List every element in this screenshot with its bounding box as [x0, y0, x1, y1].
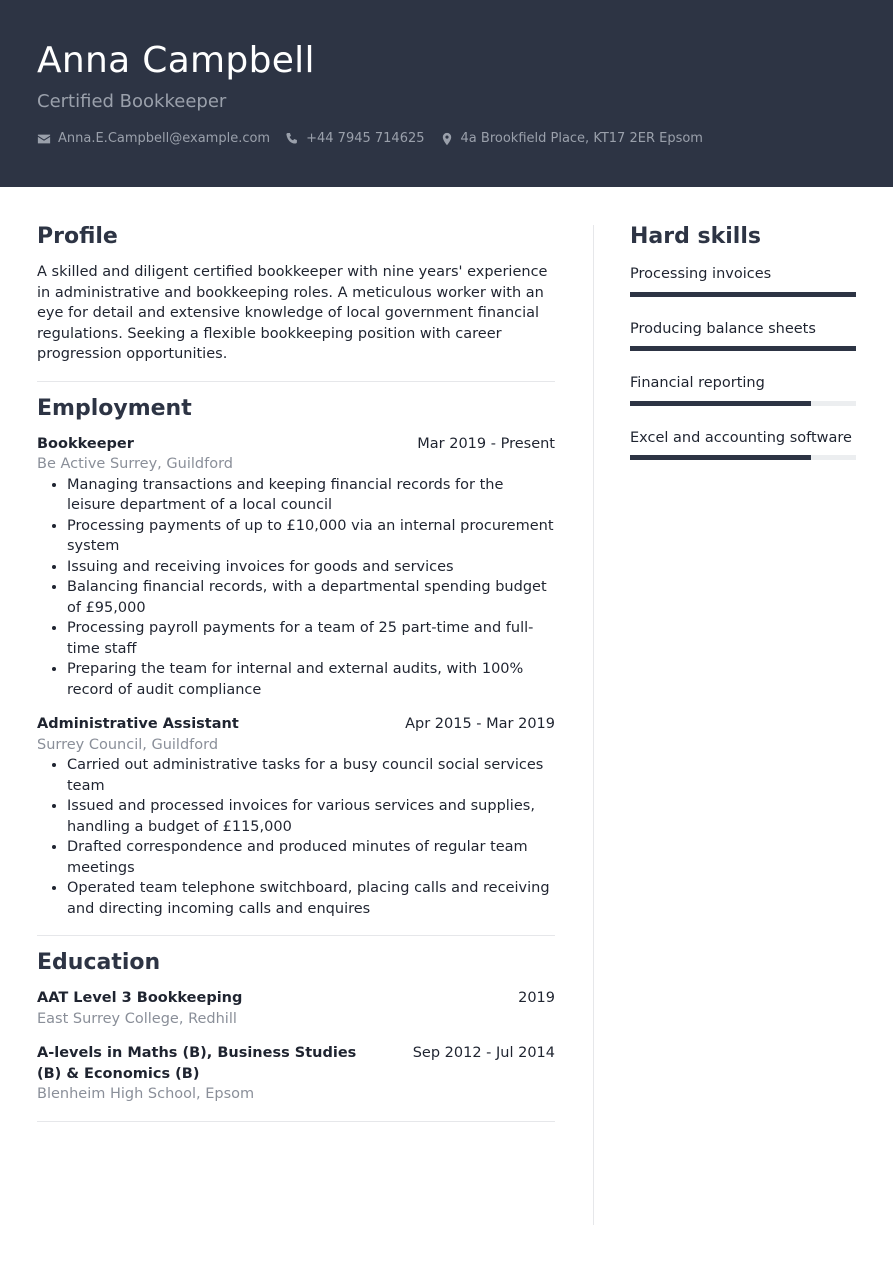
envelope-icon: [37, 132, 51, 146]
profile-heading: Profile: [37, 224, 118, 249]
skill-name: Producing balance sheets: [630, 320, 816, 337]
profile-text: A skilled and diligent certified bookkeeper with nine years' experience in administrative and bookkeeping roles. A meticulous worker with an eye for detail and extensive knowledge of local government financial regulations. Seeking a flexible bookkeeping position with career progression opportunities.: [37, 264, 548, 362]
sidebar-column: [630, 222, 856, 460]
contact-email[interactable]: [37, 131, 270, 146]
job-bullet: • Preparing the team for internal and external audits, with 100% record of audit compliance: [67, 659, 555, 700]
skill-name: Processing invoices: [630, 266, 772, 282]
column-divider: [593, 225, 594, 1225]
section-divider: [37, 1121, 555, 1122]
education-degree: A-levels in Maths (B), Business Studies (B) & Economics (B): [37, 1045, 357, 1082]
skill-bar-fill: [630, 346, 856, 351]
skill-item: [630, 264, 856, 297]
candidate-title: Certified Bookkeeper: [37, 91, 227, 112]
job-bullet: • Managing transactions and keeping financial records for the leisure department of a local council: [67, 475, 555, 516]
skill-bar: [630, 455, 856, 460]
skill-bar-fill: [630, 401, 811, 406]
skill-bar-fill: [630, 292, 856, 297]
skill-bar: [630, 292, 856, 297]
job-bullet: • Balancing financial records, with a departmental spending budget of £95,000: [67, 577, 555, 618]
skill-item: [630, 373, 856, 406]
job-role: Administrative Assistant: [37, 716, 239, 732]
job-bullets: [37, 755, 555, 919]
education-date: Sep 2012 - Jul 2014: [412, 1045, 555, 1061]
skill-item: [630, 319, 856, 352]
job-bullet: • Issued and processed invoices for various services and supplies, handling a budget of £115,000: [67, 796, 555, 837]
job-organization: Surrey Council, Guildford: [37, 736, 219, 753]
job-bullet: • Issuing and receiving invoices for goods and services: [67, 557, 555, 578]
job-role: Bookkeeper: [37, 435, 134, 452]
job-bullet: • Carried out administrative tasks for a busy council social services team: [67, 755, 555, 796]
skill-name: Financial reporting: [630, 375, 765, 391]
contact-address: [440, 131, 703, 146]
job-entry: [37, 714, 555, 919]
education-school: Blenheim High School, Epsom: [37, 1086, 255, 1102]
skill-bar: [630, 401, 856, 406]
section-divider: [37, 935, 555, 936]
education-entry: [37, 988, 555, 1029]
job-bullet: • Drafted correspondence and produced minutes of regular team meetings: [67, 837, 555, 878]
job-bullet: • Processing payments of up to £10,000 via an internal procurement system: [67, 516, 555, 557]
education-degree: AAT Level 3 Bookkeeping: [37, 990, 243, 1006]
employment-heading: Employment: [37, 395, 192, 421]
map-pin-icon: [440, 132, 454, 146]
skill-bar: [630, 346, 856, 351]
education-entry: [37, 1043, 555, 1105]
job-date: Apr 2015 - Mar 2019: [405, 716, 555, 732]
job-organization: Be Active Surrey, Guildford: [37, 456, 233, 472]
resume-header: [0, 0, 893, 187]
job-bullet: • Processing payroll payments for a team of 25 part-time and full-time staff: [67, 618, 555, 659]
education-date: 2019: [518, 990, 555, 1006]
contact-phone[interactable]: [285, 131, 424, 146]
job-date: Mar 2019 - Present: [417, 435, 555, 452]
email-text: Anna.E.Campbell@example.com: [58, 131, 271, 146]
address-text: 4a Brookfield Place, KT17 2ER Epsom: [460, 131, 703, 146]
section-divider: [37, 381, 555, 382]
job-bullets: [37, 475, 555, 701]
job-entry: [37, 434, 555, 701]
main-column: [37, 222, 555, 1134]
education-school: East Surrey College, Redhill: [37, 1010, 237, 1027]
job-bullet: • Operated team telephone switchboard, placing calls and receiving and directing incoming calls and enquires: [67, 878, 555, 919]
skills-heading: Hard skills: [630, 224, 761, 249]
skill-name: Excel and accounting software: [630, 429, 852, 446]
skill-item: [630, 428, 856, 461]
phone-text: +44 7945 714625: [306, 131, 425, 146]
skill-bar-fill: [630, 455, 811, 460]
phone-icon: [285, 132, 299, 146]
contact-row: [37, 131, 718, 146]
candidate-name: Anna Campbell: [37, 40, 315, 81]
education-heading: Education: [37, 950, 161, 975]
